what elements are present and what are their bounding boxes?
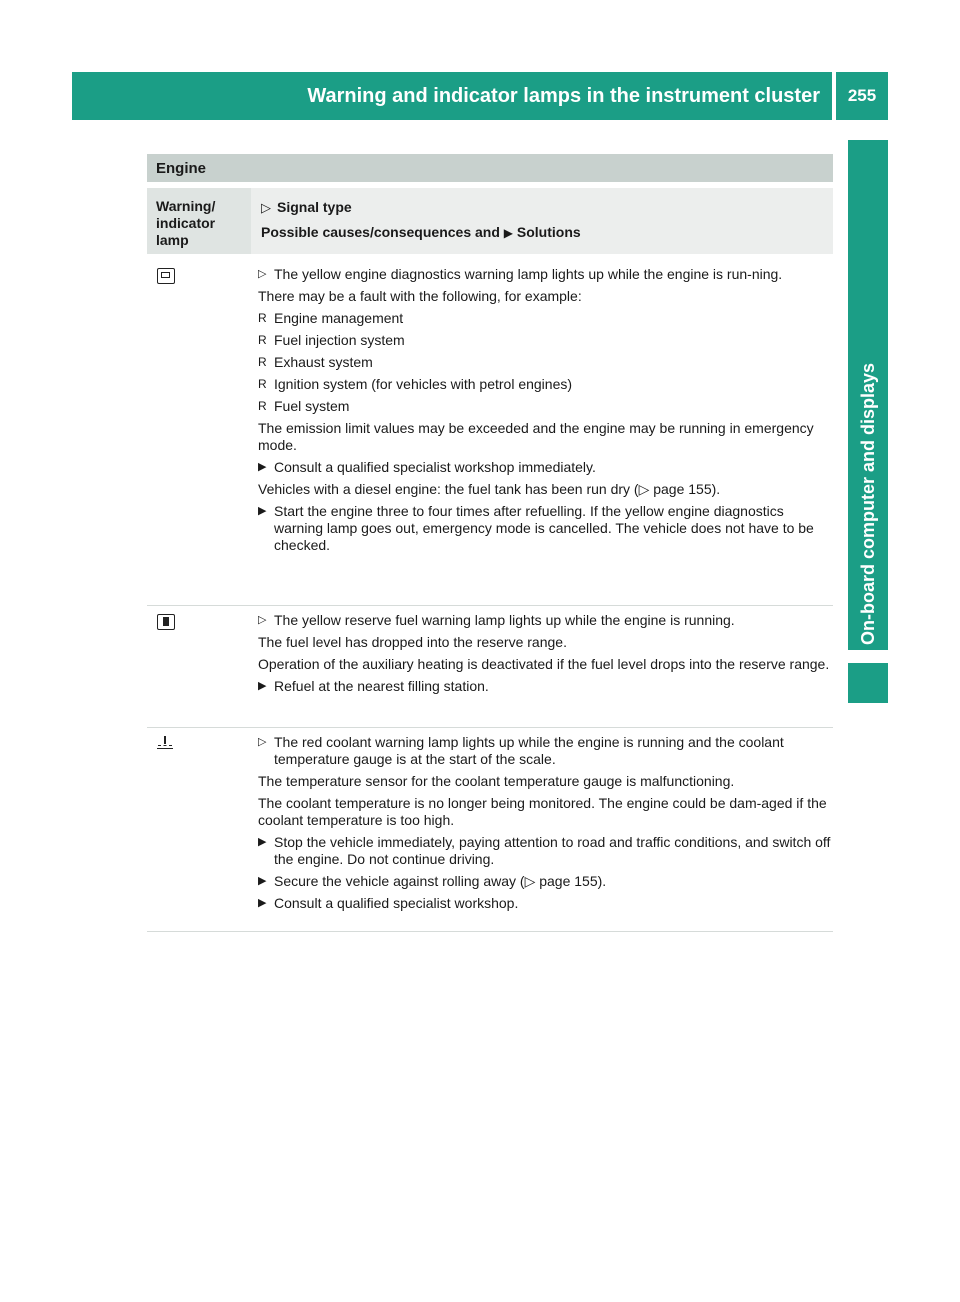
action-arrow-icon: ▶ [258,680,267,692]
signal-type-icon: ▷ [258,268,267,280]
action-step [258,895,833,912]
bullet-icon: R [258,333,267,347]
paragraph: The coolant temperature is no longer being monitored. The engine could be dam-aged if the coolant temperature is too high. [258,795,827,828]
lamp-cell [147,612,258,727]
action-step [258,459,833,476]
line-text: Secure the vehicle against rolling away (▷ page 155). [274,873,607,889]
table-row [147,734,833,932]
line-text: Fuel system [274,398,350,414]
section-heading [147,154,833,182]
bullet-item [258,310,833,327]
action-arrow-icon: ▶ [258,875,267,887]
description-cell [258,266,833,605]
bullet-item [258,398,833,415]
paragraph: The fuel level has dropped into the reserve range. [258,634,567,650]
page-header-title: Warning and indicator lamps in the instrument cluster [307,84,820,107]
action-arrow-icon: ▶ [258,505,267,517]
lamp-cell [147,266,258,605]
solutions-label: Solutions [516,224,581,240]
bullet-icon: R [258,399,267,413]
lamp-cell [147,734,258,931]
page-header [72,72,832,120]
action-step [258,873,833,890]
bullet-item [258,354,833,371]
paragraph: Vehicles with a diesel engine: the fuel tank has been run dry (▷ page 155). [258,481,721,497]
line-text: Engine management [274,310,404,326]
line-text: Refuel at the nearest filling station. [274,678,489,694]
paragraph: The temperature sensor for the coolant temperature gauge is malfunctioning. [258,773,735,789]
signal-line [258,734,833,768]
line-text: The red coolant warning lamp lights up while the engine is running and the coolant temperature gauge is at the start of the scale. [274,734,784,767]
action-arrow-icon: ▶ [258,836,267,848]
signal-type-icon: ▷ [261,200,271,215]
action-arrow-icon: ▶ [258,461,267,473]
action-arrow-icon: ▶ [258,897,267,909]
signal-type-label: Signal type [277,199,352,215]
page-number-text: 255 [847,86,877,105]
coolant-temperature-icon [157,736,173,749]
solutions-icon: ▶ [503,226,514,240]
line-text: Consult a qualified specialist workshop. [274,895,519,911]
bullet-item [258,332,833,349]
bullet-icon: R [258,355,267,369]
description-cell [258,612,833,727]
signal-type-icon: ▷ [258,736,267,748]
line-text: Ignition system (for vehicles with petrol engines) [274,376,573,392]
paragraph: The emission limit values may be exceeded and the engine may be running in emergency mode. [258,420,814,453]
bullet-icon: R [258,311,267,325]
paragraph: There may be a fault with the following, for example: [258,288,582,304]
signal-type-icon: ▷ [258,614,267,626]
description-column-header [251,188,833,254]
signal-line [258,266,833,283]
side-tab [848,140,888,650]
line-text: The yellow engine diagnostics warning lamp lights up while the engine is run-ning. [274,266,783,282]
line-text: Stop the vehicle immediately, paying attention to road and traffic conditions, and switch off the engine. Do not continue driving. [274,834,831,867]
lamp-column-header: Warning/ indicator lamp [147,188,251,254]
line-text: Start the engine three to four times after refuelling. If the yellow engine diagnostics warning lamp goes out, emergency mode is cancelled. The vehicle does not have to be checked. [274,503,814,553]
line-text: The yellow reserve fuel warning lamp lights up while the engine is running. [274,612,735,628]
side-marker [848,663,888,703]
action-step [258,503,833,554]
signal-line [258,612,833,629]
bullet-icon: R [258,377,267,391]
line-text: Consult a qualified specialist workshop immediately. [274,459,596,475]
section-title: Engine [156,159,207,177]
table-header [147,188,833,254]
table-row [147,266,833,606]
side-tab-label: On-board computer and displays [858,362,878,645]
line-text: Fuel injection system [274,332,405,348]
action-step [258,678,833,695]
reserve-fuel-icon [157,614,175,630]
description-cell [258,734,833,931]
action-step [258,834,833,868]
bullet-item [258,376,833,393]
line-text: Exhaust system [274,354,373,370]
paragraph: Operation of the auxiliary heating is deactivated if the fuel level drops into the reserve range. [258,656,830,672]
causes-label: Possible causes/consequences and [261,224,500,240]
page-number [836,72,888,120]
engine-diagnostics-icon [157,268,175,284]
table-row [147,612,833,728]
